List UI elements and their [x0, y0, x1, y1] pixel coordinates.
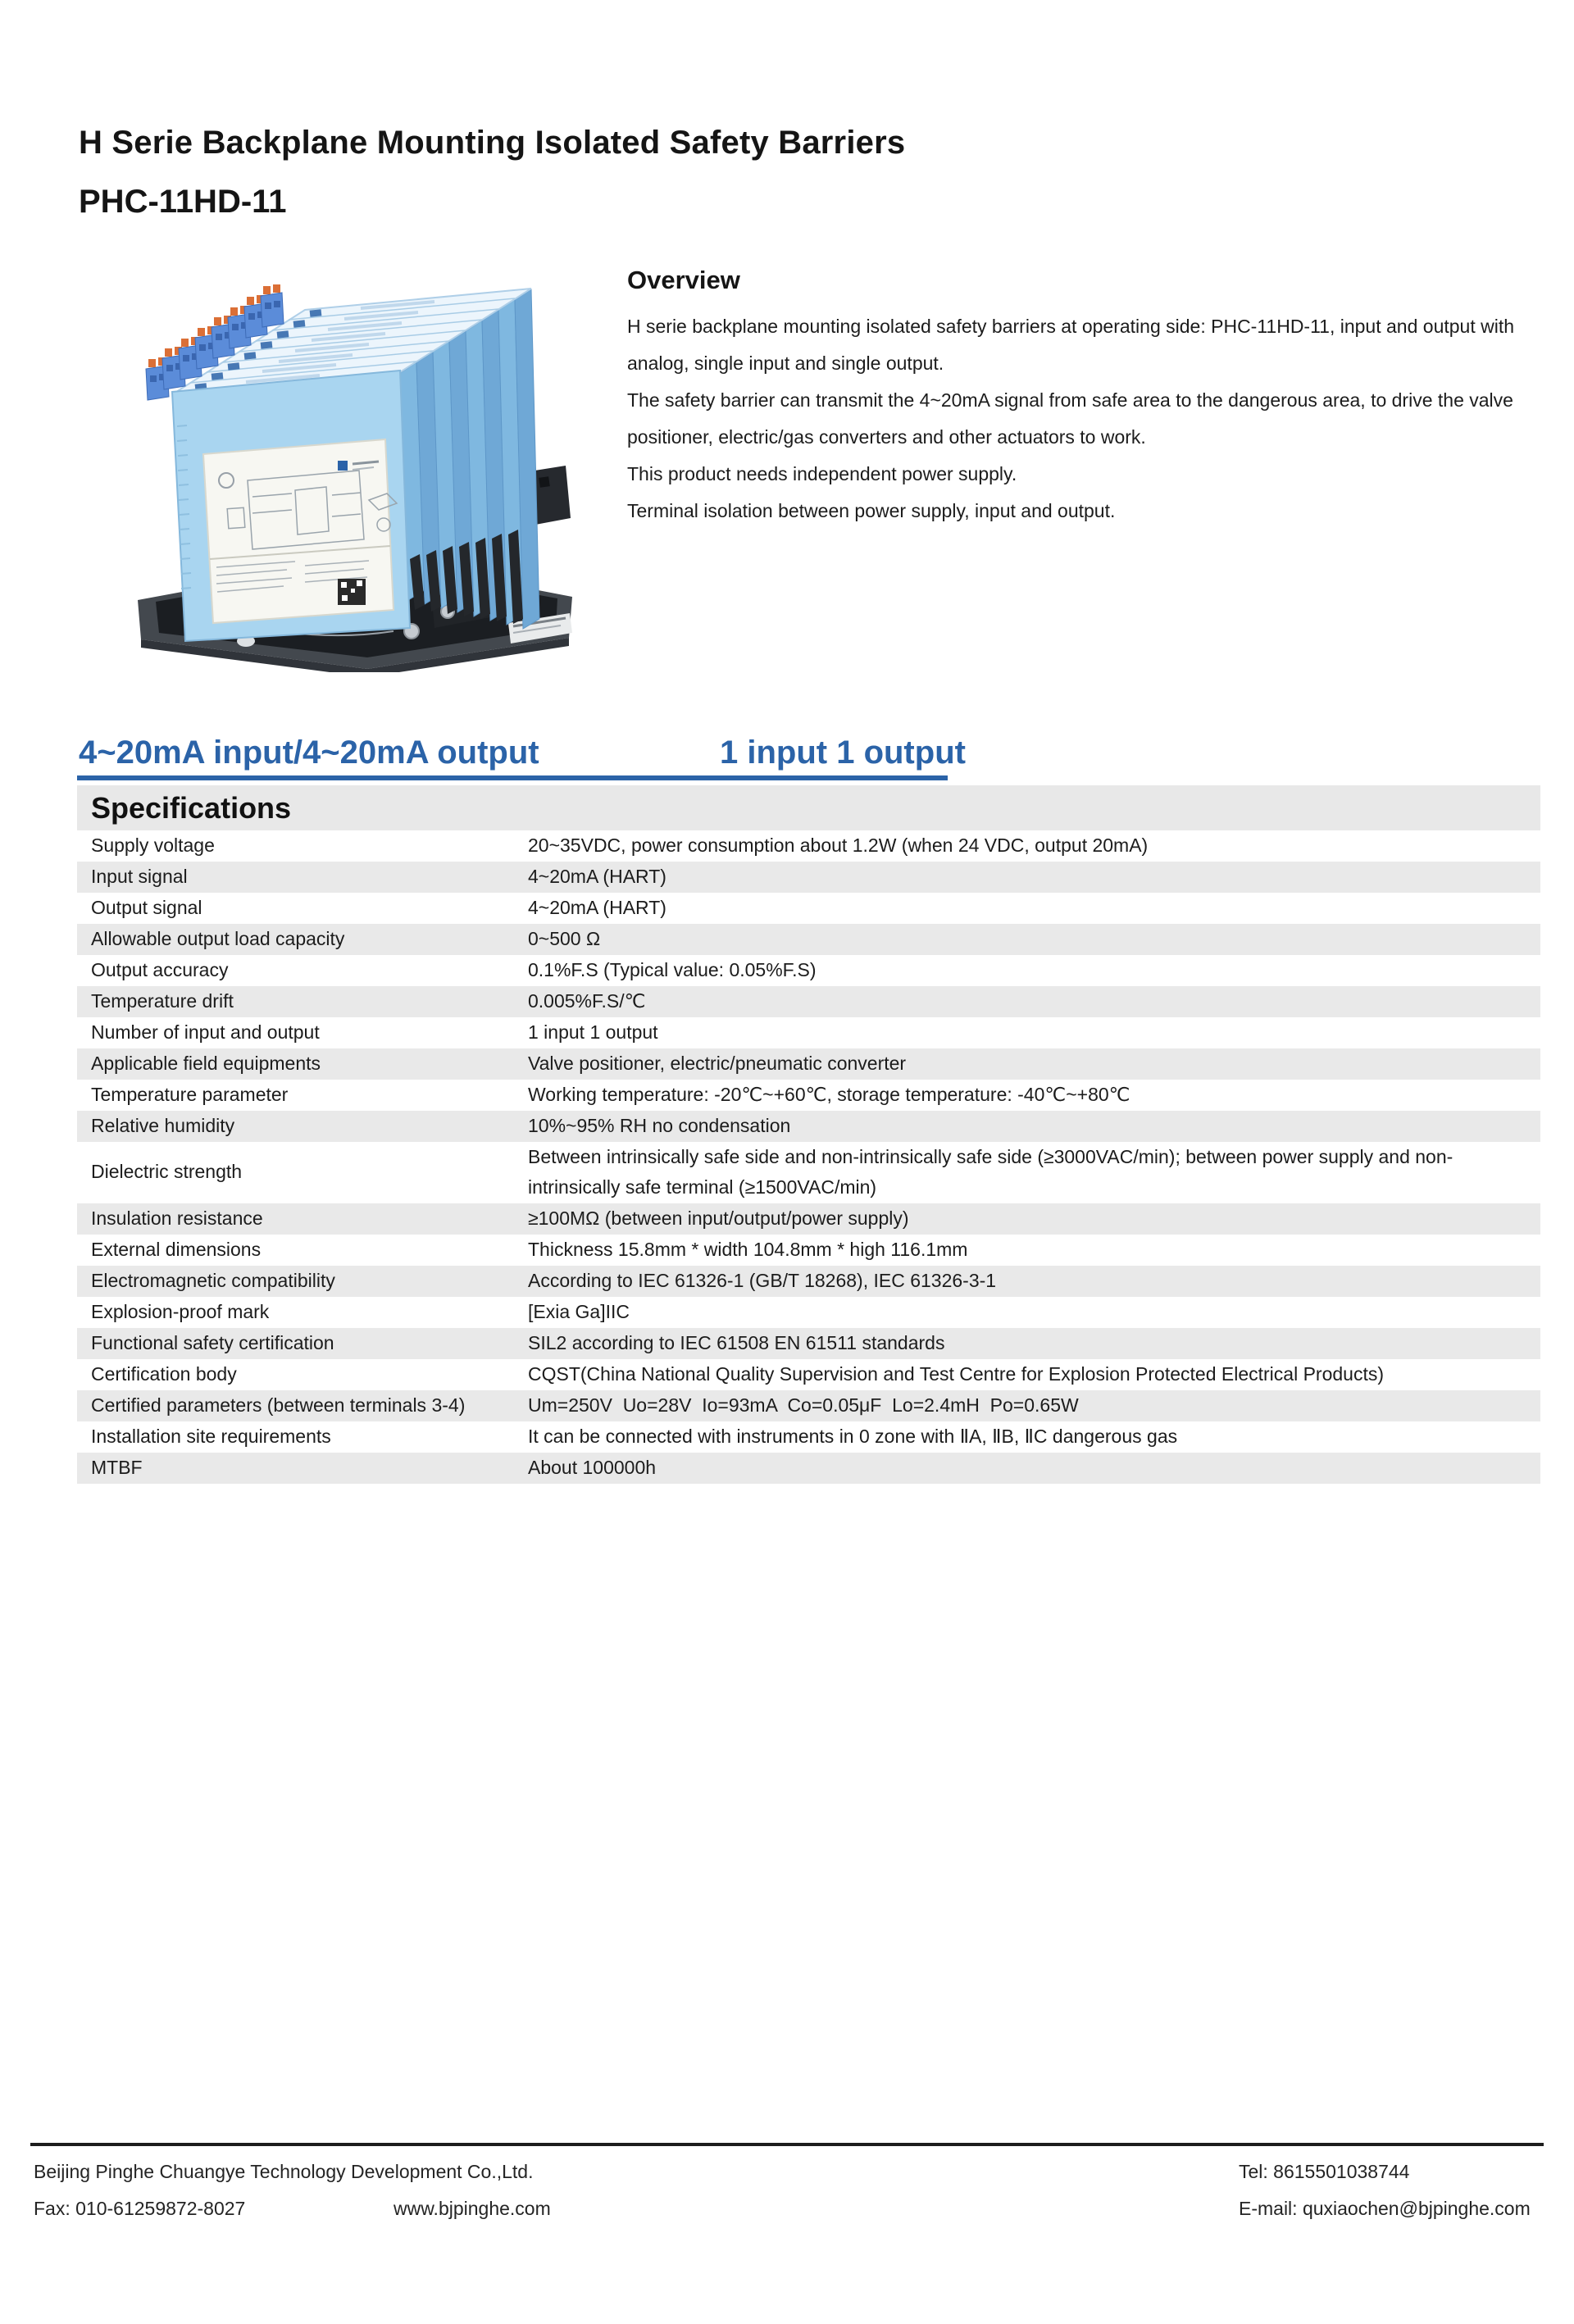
overview-paragraphs — [627, 308, 1545, 530]
product-photo-illustration — [123, 271, 582, 672]
overview-paragraph: Terminal isolation between power supply, input and output. — [627, 500, 1116, 521]
spec-value: Working temperature: -20℃~+60℃, storage temperature: -40℃~+80℃ — [528, 1084, 1130, 1106]
spec-value: 0~500 Ω — [528, 928, 601, 950]
spec-row — [77, 1142, 1540, 1203]
spec-value: 4~20mA (HART) — [528, 897, 666, 919]
spec-row — [77, 1203, 1540, 1235]
spec-row — [77, 1080, 1540, 1111]
spec-value: ≥100MΩ (between input/output/power supply) — [528, 1207, 909, 1229]
spec-row — [77, 1390, 1540, 1421]
footer-fax: Fax: 010-61259872-8027 — [34, 2198, 246, 2219]
spec-row — [77, 986, 1540, 1017]
spec-label: Dielectric strength — [91, 1161, 243, 1183]
spec-value: 0.005%F.S/℃ — [528, 990, 646, 1012]
product-model: PHC-11HD-11 — [79, 184, 287, 220]
spec-label: Explosion-proof mark — [91, 1300, 270, 1322]
page-title: H Serie Backplane Mounting Isolated Safety Barriers — [79, 125, 906, 161]
spec-value: About 100000h — [528, 1456, 657, 1478]
spec-label: Number of input and output — [91, 1021, 320, 1044]
spec-label: Relative humidity — [91, 1115, 235, 1137]
section-heading-count: 1 input 1 output — [720, 734, 966, 771]
spec-row — [77, 1453, 1540, 1484]
specifications-header — [77, 785, 1540, 830]
spec-label: Supply voltage — [91, 835, 215, 857]
section-heading-io: 4~20mA input/4~20mA output — [79, 734, 539, 771]
spec-row — [77, 862, 1540, 893]
spec-value: SIL2 according to IEC 61508 EN 61511 standards — [528, 1331, 945, 1353]
spec-row — [77, 1297, 1540, 1328]
footer-company: Beijing Pinghe Chuangye Technology Development Co.,Ltd. — [34, 2161, 534, 2182]
spec-label: Insulation resistance — [91, 1207, 263, 1229]
spec-value: It can be connected with instruments in 0 zone with ⅡA, ⅡB, ⅡC dangerous gas — [528, 1425, 1178, 1447]
spec-row — [77, 1266, 1540, 1297]
spec-label: Functional safety certification — [91, 1331, 334, 1353]
spec-row — [77, 1328, 1540, 1359]
spec-label: Temperature drift — [91, 990, 234, 1012]
spec-row — [77, 1359, 1540, 1390]
spec-row — [77, 893, 1540, 924]
spec-label: Certified parameters (between terminals 3-4) — [91, 1394, 466, 1416]
spec-row — [77, 924, 1540, 955]
spec-value: 10%~95% RH no condensation — [528, 1115, 791, 1137]
spec-table — [77, 830, 1540, 1484]
spec-row — [77, 830, 1540, 862]
spec-row — [77, 1111, 1540, 1142]
footer-tel: Tel: 8615501038744 — [1239, 2161, 1410, 2182]
spec-label: Temperature parameter — [91, 1084, 289, 1106]
spec-value: Valve positioner, electric/pneumatic converter — [528, 1053, 907, 1075]
spec-label: Input signal — [91, 866, 188, 888]
spec-value: CQST(China National Quality Supervision and Test Centre for Explosion Protected Electrical Products) — [528, 1362, 1384, 1385]
spec-value: 20~35VDC, power consumption about 1.2W (when 24 VDC, output 20mA) — [528, 835, 1149, 857]
spec-label: Applicable field equipments — [91, 1053, 321, 1075]
footer-divider — [30, 2143, 1544, 2146]
spec-value: 1 input 1 output — [528, 1021, 658, 1044]
spec-label: Allowable output load capacity — [91, 928, 345, 950]
product-image — [123, 271, 582, 672]
spec-row — [77, 1421, 1540, 1453]
spec-label: Installation site requirements — [91, 1425, 331, 1447]
spec-label: Certification body — [91, 1362, 237, 1385]
overview-paragraph: This product needs independent power supply. — [627, 463, 1017, 484]
spec-label: Electromagnetic compatibility — [91, 1269, 335, 1291]
spec-value: Between intrinsically safe side and non-intrinsically safe side (≥3000VAC/min); between power supply and non-intrinsically safe terminal (≥1500VAC/min) — [528, 1146, 1453, 1198]
spec-value: According to IEC 61326-1 (GB/T 18268), IEC 61326-3-1 — [528, 1269, 997, 1291]
overview-paragraph: The safety barrier can transmit the 4~20mA signal from safe area to the dangerous area, to drive the valve positioner, electric/gas converters and other actuators to work. — [627, 389, 1513, 448]
spec-value: 4~20mA (HART) — [528, 866, 666, 888]
footer-email: E-mail: quxiaochen@bjpinghe.com — [1239, 2198, 1531, 2219]
spec-label: MTBF — [91, 1456, 143, 1478]
spec-label: External dimensions — [91, 1238, 262, 1260]
spec-value: Um=250V Uo=28V Io=93mA Co=0.05μF Lo=2.4mH Po=0.65W — [528, 1394, 1079, 1416]
spec-row — [77, 1048, 1540, 1080]
spec-label: Output accuracy — [91, 959, 229, 981]
specifications-header-label: Specifications — [91, 791, 292, 825]
footer-website: www.bjpinghe.com — [394, 2198, 551, 2219]
spec-row — [77, 955, 1540, 986]
spec-row — [77, 1235, 1540, 1266]
spec-row — [77, 1017, 1540, 1048]
spec-value: 0.1%F.S (Typical value: 0.05%F.S) — [528, 959, 817, 981]
spec-label: Output signal — [91, 897, 202, 919]
overview-heading: Overview — [627, 266, 740, 294]
overview-paragraph: H serie backplane mounting isolated safety barriers at operating side: PHC-11HD-11, input and output with analog, single input and single output. — [627, 316, 1515, 374]
spec-value: Thickness 15.8mm * width 104.8mm * high 116.1mm — [528, 1238, 968, 1260]
section-underline — [77, 775, 948, 780]
spec-value: [Exia Ga]IIC — [528, 1300, 630, 1322]
